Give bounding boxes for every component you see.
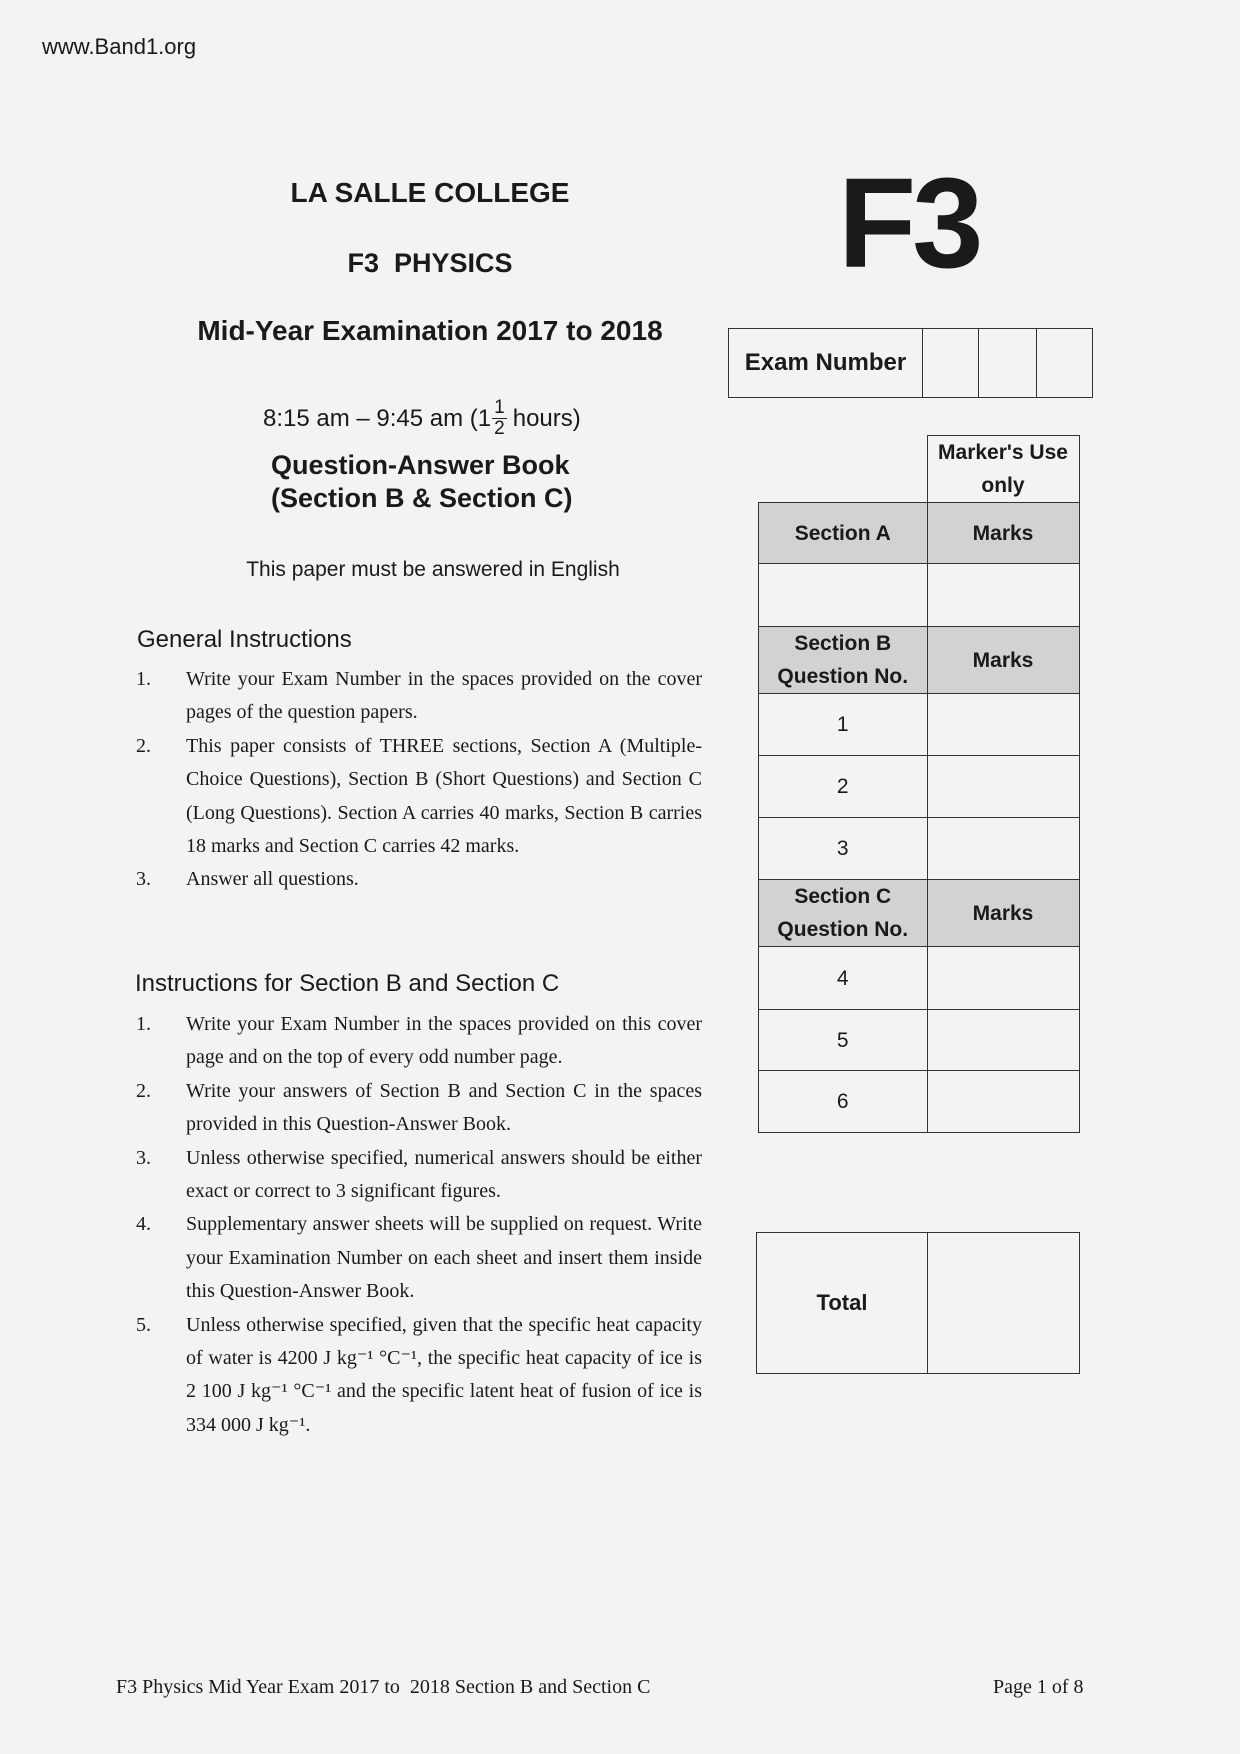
marks-field[interactable]	[927, 756, 1079, 818]
marks-header: Marks	[927, 503, 1079, 564]
section-c-label: Section C Question No.	[759, 880, 928, 947]
item-text: Unless otherwise specified, numerical answers should be either exact or correct to 3 significant figures.	[186, 1146, 702, 1203]
list-item	[136, 730, 702, 864]
section-a-marks-field[interactable]	[927, 564, 1079, 627]
fraction-denominator: 2	[494, 418, 505, 439]
section-bc-instructions-list	[136, 1008, 702, 1442]
section-b-label: Section B Question No.	[759, 627, 928, 694]
item-number: 5.	[136, 1313, 151, 1336]
section-a-label: Section A	[759, 503, 928, 564]
exam-number-label: Exam Number	[729, 329, 923, 398]
question-number: 1	[759, 694, 928, 756]
item-number: 3.	[136, 1146, 151, 1169]
subject-title: F3 PHYSICS	[347, 248, 513, 278]
item-number: 3.	[136, 868, 151, 891]
marker-header: Marker's Use only	[927, 436, 1079, 503]
marks-field[interactable]	[927, 818, 1079, 880]
time-fraction	[492, 398, 507, 439]
time-suffix: hours)	[512, 404, 581, 432]
list-item	[136, 1208, 702, 1308]
item-text: Write your Exam Number in the spaces provided on this cover page and on the top of every odd number page.	[186, 1013, 702, 1069]
book-title	[271, 449, 573, 515]
marker-table	[758, 435, 1080, 1133]
item-text: Unless otherwise specified, given that the specific heat capacity of water is 4200 J kg⁻¹ °C⁻¹, the specific heat capacity of ice is 2 100 J kg⁻¹ °C⁻¹ and the specific latent heat of fusion of ice is 334 000 J kg⁻¹.	[186, 1313, 702, 1436]
marks-field[interactable]	[927, 1010, 1079, 1071]
item-text: Answer all questions.	[186, 868, 359, 891]
question-number: 6	[759, 1071, 928, 1133]
form-badge: F3	[838, 152, 980, 295]
school-name: LA SALLE COLLEGE	[290, 177, 570, 208]
general-instructions-title: General Instructions	[137, 626, 352, 653]
book-title-line1: Question-Answer Book	[271, 450, 570, 480]
total-label: Total	[757, 1233, 928, 1374]
item-number: 1.	[136, 1013, 151, 1035]
question-number: 2	[759, 756, 928, 818]
list-item	[136, 663, 702, 730]
item-number: 4.	[136, 1213, 151, 1236]
watermark-url: www.Band1.org	[42, 34, 197, 59]
exam-number-box	[728, 328, 1093, 398]
page-number: Page 1 of 8	[993, 1676, 1084, 1698]
question-number: 5	[759, 1010, 928, 1071]
item-text: Write your Exam Number in the spaces provided on the cover pages of the question papers.	[186, 668, 702, 724]
marks-header: Marks	[927, 627, 1079, 694]
total-marks-field[interactable]	[928, 1233, 1080, 1374]
fraction-numerator: 1	[494, 397, 505, 418]
marks-field[interactable]	[927, 694, 1079, 756]
footer-text: F3 Physics Mid Year Exam 2017 to 2018 Section B and Section C	[116, 1676, 651, 1698]
question-number: 4	[759, 947, 928, 1010]
item-text: Supplementary answer sheets will be supplied on request. Write your Examination Number on each sheet and insert them inside this Question-Answer Book.	[186, 1213, 702, 1303]
section-bc-instructions-title: Instructions for Section B and Section C	[135, 970, 560, 997]
section-a-blank	[759, 564, 928, 627]
question-number: 3	[759, 818, 928, 880]
item-number: 2.	[136, 1079, 151, 1102]
item-number: 2.	[136, 734, 151, 757]
list-item	[136, 1075, 702, 1142]
language-note: This paper must be answered in English	[246, 558, 620, 581]
exam-number-digit-field[interactable]	[1037, 329, 1093, 398]
book-title-line2: (Section B & Section C)	[271, 483, 573, 513]
total-box	[756, 1232, 1080, 1374]
exam-time	[263, 398, 581, 439]
general-instructions-list	[136, 663, 702, 897]
exam-number-digit-field[interactable]	[923, 329, 979, 398]
time-prefix: 8:15 am – 9:45 am (1	[263, 404, 492, 432]
marks-header: Marks	[927, 880, 1079, 947]
item-number: 1.	[136, 668, 151, 690]
list-item	[136, 1142, 702, 1209]
marks-field[interactable]	[927, 947, 1079, 1010]
item-text: This paper consists of THREE sections, Section A (Multiple-Choice Questions), Section B (Short Questions) and Section C (Long Questions). Section A carries 40 marks, Section B carries 18 marks and Section C carries 42 marks.	[186, 734, 702, 858]
list-item	[136, 1008, 702, 1075]
list-item	[136, 1309, 702, 1443]
item-text: Write your answers of Section B and Section C in the spaces provided in this Question-Answer Book.	[186, 1079, 702, 1136]
list-item	[136, 863, 702, 896]
exam-title: Mid-Year Examination 2017 to 2018	[197, 315, 663, 346]
marks-field[interactable]	[927, 1071, 1079, 1133]
exam-number-digit-field[interactable]	[979, 329, 1037, 398]
